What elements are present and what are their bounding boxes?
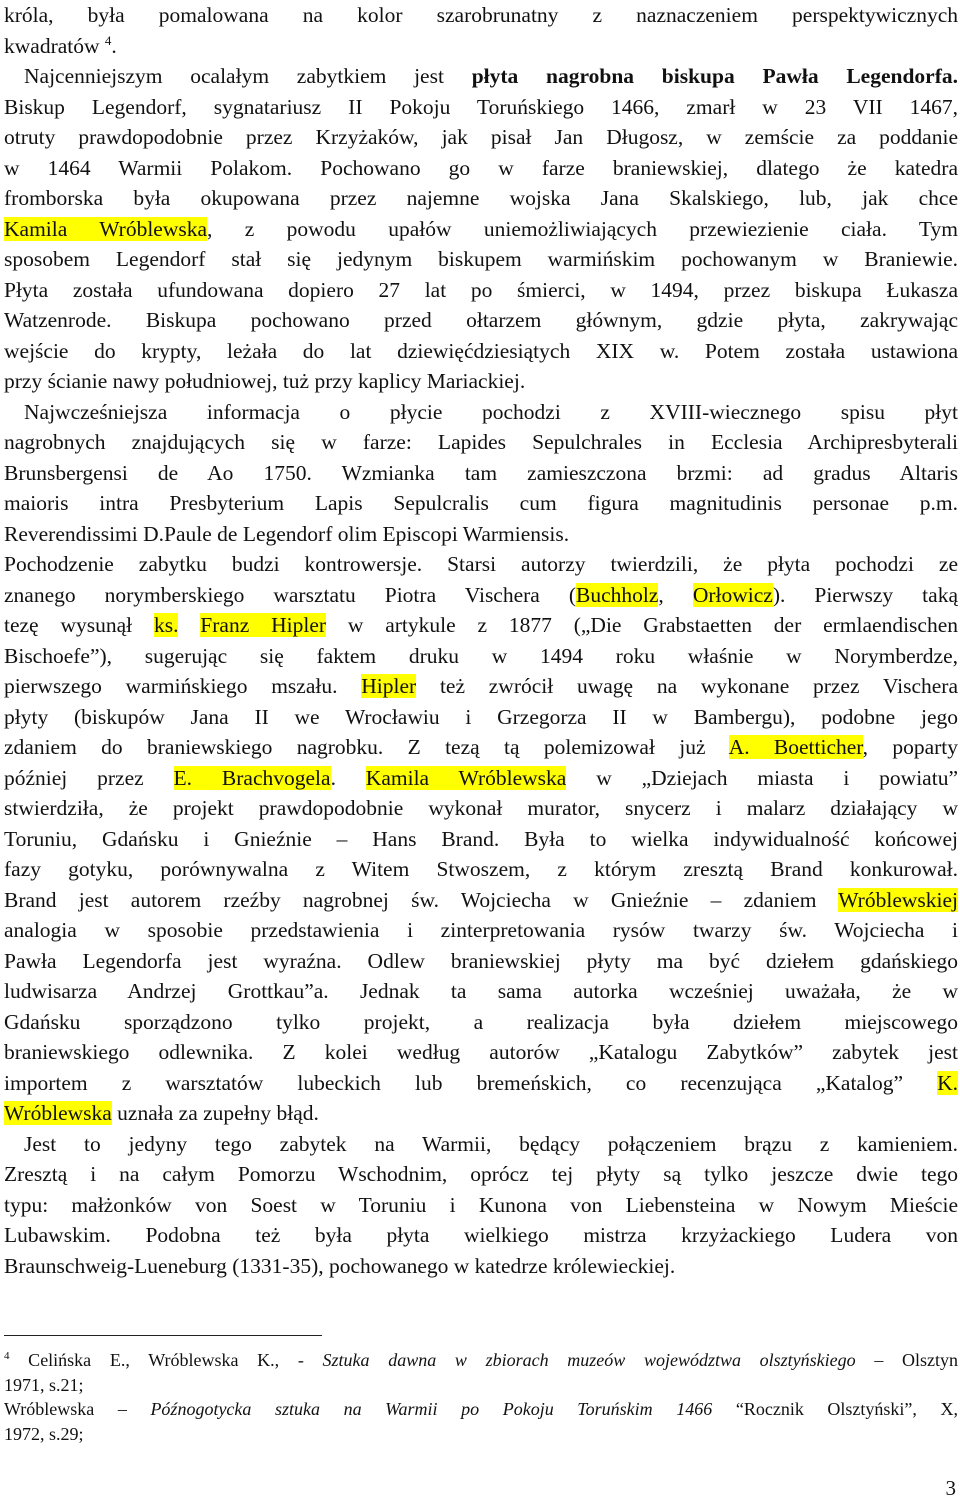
text-run: uznała za zupełny błąd.	[111, 1101, 319, 1125]
text-run: kwadratów	[4, 33, 105, 58]
footnote-marker: 4	[104, 32, 112, 48]
text-run: Brunsbergensi de Ao 1750. Wzmianka tam zamieszczona brzmi: ad gradus Altaris	[4, 460, 958, 485]
text-run: Brand jest autorem rzeźby nagrobnej św. Wojciecha w Gnieźnie – zdaniem	[4, 887, 839, 912]
text-run: .	[330, 765, 366, 790]
text-run: Wróblewska –	[4, 1399, 151, 1419]
text-run: Bischoefe”), sugerując się faktem druku w 1494 roku właśnie w Norymberdze,	[4, 643, 958, 668]
body-line	[4, 1129, 958, 1160]
text-run: tezę wysunął	[4, 613, 154, 637]
body-line	[4, 854, 958, 885]
text-run: 1972, s.29;	[4, 1423, 84, 1444]
body-line	[4, 1190, 958, 1221]
text-run: nagrobnych znajdujących się w farze: Lapides Sepulchrales in Ecclesia Archipresbyterali	[4, 430, 958, 454]
body-line	[4, 1220, 958, 1251]
highlighted-text: Wróblewskiej	[838, 887, 958, 912]
text-run: Watzenrode. Biskupa pochowano przed ołtarzem głównym, gdzie płyta, zakrywając	[4, 308, 958, 332]
footnote-line	[4, 1422, 958, 1447]
body-line	[4, 702, 958, 733]
body-line	[4, 1068, 958, 1099]
highlighted-text: Wróblewska	[4, 1101, 112, 1125]
body-line	[4, 31, 958, 62]
highlighted-text: Buchholz	[576, 582, 659, 607]
footnote-line	[4, 1348, 958, 1373]
text-run: typu: małżonków von Soest w Toruniu i Kunona von Liebensteina w Nowym Mieście	[4, 1192, 958, 1217]
text-run: Braunschweig-Lueneburg (1331-35), pochowanego w katedrze królewieckiej.	[4, 1253, 676, 1278]
text-run: “Rocznik Olsztyński”, X,	[712, 1399, 958, 1419]
text-run: wejście do krypty, leżała do lat dziewięćdziesiątych XIX w. Potem została ustawiona	[4, 338, 958, 363]
footnote-line	[4, 1373, 958, 1398]
footnote-line	[4, 1397, 958, 1422]
text-run: Gdańsku sporządzono tylko projekt, a realizacja była dziełem miejscowego	[4, 1009, 958, 1034]
text-run: Biskup Legendorf, sygnatariusz II Pokoju Toruńskiego 1466, zmarł w 23 VII 1467,	[4, 94, 958, 119]
body-line	[4, 641, 958, 672]
text-run: Najwcześniejsza informacja o płycie pochodzi z XVIII-wiecznego spisu płyt	[24, 399, 958, 424]
highlighted-text: Hipler	[361, 674, 417, 698]
text-run: importem z warsztatów lubeckich lub bremeńskich, co recenzująca „Katalog”	[4, 1070, 938, 1095]
highlighted-text: E. Brachvogela	[173, 765, 331, 790]
body-line	[4, 732, 958, 763]
body-line	[4, 458, 958, 489]
text-run: Lubawskim. Podobna też była płyta wielkiego mistrza krzyżackiego Ludera von	[4, 1223, 958, 1247]
text-run: , z powodu upałów uniemożliwiających przewiezienie ciała. Tym	[207, 216, 958, 241]
text-run: ). Pierwszy taką	[772, 582, 958, 607]
body-line	[4, 122, 958, 153]
text-run: sposobem Legendorf stał się jedynym biskupem warmińskim pochowanym w Braniewie.	[4, 247, 958, 271]
body-line	[4, 61, 958, 92]
body-line	[4, 793, 958, 824]
body-line	[4, 244, 958, 275]
text-run: w „Dziejach miasta i powiatu”	[566, 765, 958, 790]
text-run: znanego norymberskiego warsztatu Piotra Vischera (	[4, 582, 577, 607]
text-run: 1971, s.21;	[4, 1374, 84, 1395]
highlighted-text: A. Boetticher	[728, 735, 863, 759]
body-line	[4, 153, 958, 184]
body-line	[4, 1037, 958, 1068]
text-run: Płyta została ufundowana dopiero 27 lat po śmierci, w 1494, przez biskupa Łukasza	[4, 277, 958, 302]
highlighted-text: Kamila Wróblewska	[365, 765, 567, 790]
body-line	[4, 275, 958, 306]
text-run: Zresztą i na całym Pomorzu Wschodnim, oprócz tej płyty są tylko jeszcze dwie tego	[4, 1162, 958, 1186]
body-line	[4, 885, 958, 916]
text-run: , poparty	[862, 735, 958, 759]
italic-title: Późnogotycka sztuka na Warmii po Pokoju Toruńskim 1466	[150, 1399, 713, 1419]
footnote-marker: 4	[4, 1350, 10, 1362]
text-run: maioris intra Presbyterium Lapis Sepulcralis cum figura magnitudinis personae p.m.	[4, 491, 958, 515]
body-line	[4, 610, 958, 641]
footnotes	[4, 1348, 958, 1446]
body-line	[4, 92, 958, 123]
text-run: Celińska E., Wróblewska K., -	[9, 1350, 323, 1370]
body-line	[4, 824, 958, 855]
text-run: płyty (biskupów Jana II we Wrocławiu i Grzegorza II w Bambergu), podobne jego	[4, 704, 958, 729]
text-run: fromborska była okupowana przez najemne wojska Jana Skalskiego, lub, jak chce	[4, 186, 958, 210]
text-run: ,	[658, 582, 693, 607]
highlighted-text: Franz Hipler	[200, 613, 327, 637]
highlighted-text: Orłowicz	[692, 582, 773, 607]
body-line	[4, 1251, 958, 1282]
text-run: fazy gotyku, porównywalna z Witem Stwoszem, z którym zresztą Brand konkurował.	[4, 857, 958, 881]
text-run: Pawła Legendorfa jest wyraźna. Odlew braniewskiej płyty ma być dziełem gdańskiego	[4, 948, 958, 973]
text-run: braniewskiego odlewnika. Z kolei według autorów „Katalogu Zabytków” zabytek jest	[4, 1040, 958, 1064]
highlighted-text: Kamila Wróblewska	[4, 216, 208, 241]
body-line	[4, 397, 958, 428]
body-line	[4, 1159, 958, 1190]
text-run: Jest to jedyny tego zabytek na Warmii, będący połączeniem brązu z kamieniem.	[24, 1131, 958, 1156]
page-number: 3	[945, 1476, 956, 1500]
text-run: – Olsztyn	[855, 1350, 958, 1370]
document-page	[4, 0, 958, 1446]
body-line	[4, 915, 958, 946]
italic-title: Sztuka dawna w zbiorach muzeów województwa olsztyńskiego	[322, 1350, 856, 1370]
body-line	[4, 305, 958, 336]
body-line	[4, 1098, 958, 1129]
text-run: otruty prawdopodobnie przez Krzyżaków, jak pisał Jan Długosz, w zemście za poddanie	[4, 125, 958, 149]
body-line	[4, 1007, 958, 1038]
body-line	[4, 214, 958, 245]
text-run: też zwrócił uwagę na wykonane przez Vischera	[416, 674, 958, 698]
text-run: Reverendissimi D.Paule de Legendorf olim Episcopi Warmiensis.	[4, 521, 570, 546]
body-line	[4, 671, 958, 702]
body-line	[4, 427, 958, 458]
body-line	[4, 183, 958, 214]
body-line	[4, 549, 958, 580]
highlighted-text: K.	[937, 1070, 958, 1095]
body-line	[4, 580, 958, 611]
text-run: w artykule z 1877 („Die Grabstaetten der ermlaendischen	[326, 613, 958, 637]
body-line	[4, 763, 958, 794]
text-run: stwierdziła, że projekt prawdopodobnie wykonał murator, snycerz i malarz działający w	[4, 796, 958, 820]
text-run: .	[111, 33, 117, 58]
text-run	[178, 613, 200, 637]
text-run: ludwisarza Andrzej Grottkau”a. Jednak ta sama autorka wcześniej uważała, że w	[4, 979, 958, 1003]
highlighted-text: ks.	[153, 613, 179, 637]
body-line	[4, 976, 958, 1007]
text-run: króla, była pomalowana na kolor szarobrunatny z naznaczeniem perspektywicznych	[4, 3, 958, 27]
body-line	[4, 946, 958, 977]
body-line	[4, 519, 958, 550]
body-text	[4, 0, 958, 1281]
bold-text: płyta nagrobna biskupa Pawła Legendorfa.	[471, 64, 958, 88]
body-line	[4, 0, 958, 31]
footnote-separator	[4, 1335, 322, 1336]
body-line	[4, 336, 958, 367]
text-run: zdaniem do braniewskiego nagrobku. Z tezą tą polemizował już	[4, 735, 729, 759]
text-run: w 1464 Warmii Polakom. Pochowano go w farze braniewskiej, dlatego że katedra	[4, 155, 958, 180]
text-run: analogia w sposobie przedstawienia i zinterpretowania rysów twarzy św. Wojciecha i	[4, 918, 958, 942]
body-line	[4, 366, 958, 397]
text-run: przy ścianie nawy południowej, tuż przy kaplicy Mariackiej.	[4, 369, 526, 393]
text-run: Toruniu, Gdańsku i Gnieźnie – Hans Brand. Była to wielka indywidualność końcowej	[4, 826, 958, 851]
body-line	[4, 488, 958, 519]
text-run: Najcenniejszym ocalałym zabytkiem jest	[24, 64, 472, 88]
text-run: Pochodzenie zabytku budzi kontrowersje. Starsi autorzy twierdzili, że płyta pochodzi ze	[4, 552, 958, 576]
text-run: pierwszego warmińskiego mszału.	[4, 674, 362, 698]
text-run: później przez	[4, 765, 174, 790]
